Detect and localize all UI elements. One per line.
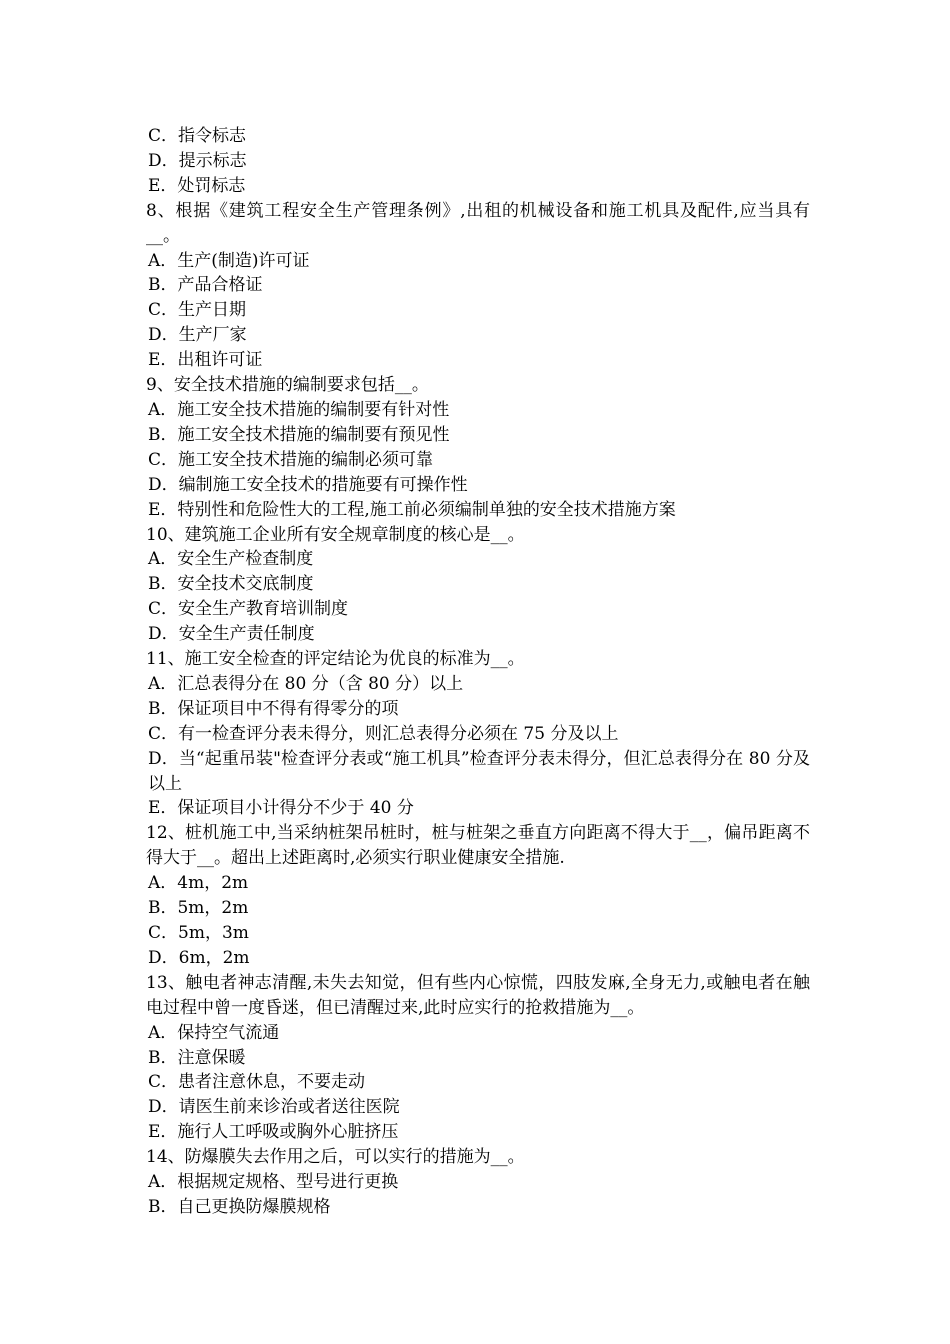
answer-option: B．安全技术交底制度: [148, 574, 314, 595]
answer-option: D．6m，2m: [148, 947, 250, 968]
question-text: 12、桩机施工中,当采纳桩架吊桩时，桩与桩架之垂直方向距离不得大于__，偏吊距离不得大于__。超出上述距离时,必须实行职业健康安全措施.: [146, 823, 810, 869]
answer-option: A．安全生产检查制度: [148, 549, 314, 570]
answer-option: D．请医生前来诊治或者送往医院: [148, 1097, 400, 1118]
answer-option: D．当“起重吊装"检查评分表或“施工机具”检查评分表未得分，但汇总表得分在 80 分及以上: [148, 748, 810, 794]
answer-option: B．5m，2m: [148, 898, 249, 919]
answer-option: C．指令标志: [148, 126, 247, 146]
answer-option: C．安全生产教育培训制度: [148, 599, 349, 620]
answer-option: D．安全生产责任制度: [148, 624, 315, 645]
answer-option: C．有一检查评分表未得分，则汇总表得分必须在 75 分及以上: [148, 723, 619, 744]
answer-option: E．保证项目小计得分不少于 40 分: [148, 798, 414, 819]
question-text: 10、建筑施工企业所有安全规章制度的核心是__。: [146, 524, 525, 545]
answer-option: A．生产(制造)许可证: [148, 250, 310, 271]
answer-option: D．编制施工安全技术的措施要有可操作性: [148, 474, 468, 495]
document-page: [146, 124, 810, 1220]
answer-option: B．施工安全技术措施的编制要有预见性: [148, 424, 450, 445]
answer-option: C．5m，3m: [148, 923, 249, 943]
question-text: 9、安全技术措施的编制要求包括__。: [146, 375, 429, 396]
answer-option: D．提示标志: [148, 150, 247, 171]
answer-option: B．产品合格证: [148, 275, 263, 296]
answer-option: A．4m，2m: [148, 873, 249, 894]
question-text: 13、触电者神志清醒,未失去知觉，但有些内心惊慌，四肢发麻,全身无力,或触电者在触电过程中曾一度昏迷，但已清醒过来,此时应实行的抢救措施为__。: [146, 972, 810, 1018]
answer-option: A．汇总表得分在 80 分（含 80 分）以上: [148, 673, 464, 694]
answer-option: B．自己更换防爆膜规格: [148, 1196, 331, 1217]
answer-option: C．施工安全技术措施的编制必须可靠: [148, 449, 434, 470]
answer-option: B．注意保暖: [148, 1047, 246, 1068]
answer-option: E．特别性和危险性大的工程,施工前必须编制单独的安全技术措施方案: [148, 499, 676, 520]
answer-option: E．出租许可证: [148, 350, 263, 371]
answer-option: A．根据规定规格、型号进行更换: [148, 1172, 399, 1193]
answer-option: C．生产日期: [148, 300, 247, 321]
answer-option: A．施工安全技术措施的编制要有针对性: [148, 399, 450, 420]
question-text: 8、根据《建筑工程安全生产管理条例》,出租的机械设备和施工机具及配件,应当具有__。: [146, 200, 810, 246]
question-text: 14、防爆膜失去作用之后，可以实行的措施为__。: [146, 1147, 525, 1168]
answer-option: D．生产厂家: [148, 325, 247, 346]
answer-option: C．患者注意休息，不要走动: [148, 1072, 366, 1093]
answer-option: B．保证项目中不得有得零分的项: [148, 698, 399, 719]
question-text: 11、施工安全检查的评定结论为优良的标准为__。: [146, 649, 525, 670]
answer-option: E．施行人工呼吸或胸外心脏挤压: [148, 1122, 399, 1143]
answer-option: A．保持空气流通: [148, 1022, 280, 1043]
answer-option: E．处罚标志: [148, 175, 246, 196]
